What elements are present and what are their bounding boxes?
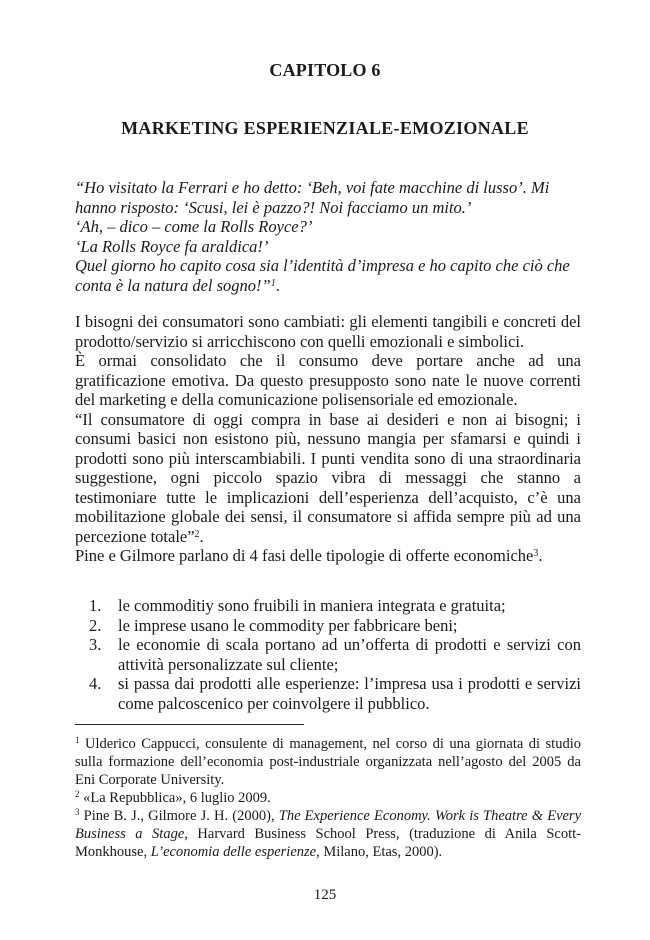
chapter-number: 6 xyxy=(371,60,381,80)
list-number: 4. xyxy=(89,674,102,693)
list-text: le commoditiy sono fruibili in maniera integrata e gratuita; xyxy=(118,596,506,615)
footnote-text: , Milano, Etas, 2000). xyxy=(316,844,443,860)
footnote-ref-3: 3 xyxy=(533,548,539,559)
footnote-text: Ulderico Cappucci, consulente di management, nel corso di una giornata di studio sulla formazione dell’economia post-industriale organizzata nell’agosto del 2005 da Eni Corporate University. xyxy=(75,736,581,788)
list-item xyxy=(75,596,581,616)
page-number: 125 xyxy=(313,887,337,903)
epigraph-period: . xyxy=(275,275,280,295)
paragraph: È ormai consolidato che il consumo deve portare anche ad una gratificazione emotiva. Da questo presupposto sono nate le nuove correnti del marketing e della comunicazione polisensoriale ed emozionale. xyxy=(75,351,581,409)
numbered-list xyxy=(75,596,581,713)
list-item xyxy=(75,635,581,674)
epigraph-line: ‘Ah, – dico – come la Rolls Royce?’ xyxy=(75,217,313,236)
paragraph-intro-text: Pine e Gilmore parlano di 4 fasi delle tipologie di offerte economiche xyxy=(75,546,534,565)
footnote-mark: 2 xyxy=(75,789,80,799)
footnote-text: , Harvard Business School Press, (traduzione di Anila Scott-Monkhouse, xyxy=(75,826,581,860)
footnote-text: «La Repubblica», 6 luglio 2009. xyxy=(83,790,271,806)
footnote-2 xyxy=(75,789,581,807)
body-text xyxy=(75,312,581,566)
list-number: 1. xyxy=(89,596,102,615)
list-number: 3. xyxy=(89,635,102,654)
footnote-text: Pine B. J., Gilmore J. H. (2000), xyxy=(83,808,279,824)
chapter-word: APITOLO xyxy=(282,60,367,80)
epigraph-last-text: Quel giorno ho capito cosa sia l’identità d’impresa e ho capito che ciò che conta è la natura del sogno!” xyxy=(75,256,570,295)
chapter-prefix: C xyxy=(269,60,283,80)
paragraph-period: . xyxy=(538,546,543,565)
epigraph-line: “Ho visitato la Ferrari e ho detto: ‘Beh, voi fate macchine di lusso’. Mi hanno risposto: ‘Scusi, lei è pazzo?! Noi facciamo un mito.’ xyxy=(75,178,550,217)
book-title: The Experience Economy. Work is Theatre & Every Business a Stage xyxy=(75,808,582,842)
epigraph-quote xyxy=(75,178,581,295)
paragraph-quote xyxy=(75,410,581,547)
footnote-3 xyxy=(75,807,581,861)
list-item xyxy=(75,674,581,713)
chapter-title: MARKETING ESPERIENZIALE-EMOZIONALE xyxy=(121,118,529,138)
footnote-mark: 3 xyxy=(75,807,80,817)
list-text: si passa dai prodotti alle esperienze: l’impresa usa i prodotti e servizi come palcoscenico per coinvolgere il pubblico. xyxy=(118,674,581,713)
paragraph-quote-text: “Il consumatore di oggi compra in base ai desideri e non ai bisogni; i consumi basici non esistono più, nessuno mangia per sfamarsi e quindi i prodotti sono più interscambiabili. I punti vendita sono di una straordinaria suggestione, ogni piccolo spazio vibra di messaggi che stanno a testimoniare tutte le implicazioni dell’esperienza dell’acquisto, c’è una mobilitazione globale dei sensi, il consumatore si affida sempre più ad una percezione totale” xyxy=(75,409,581,546)
paragraph: I bisogni dei consumatori sono cambiati: gli elementi tangibili e concreti del prodotto/servizio si arricchiscono con quelli emozionali e simbolici. xyxy=(75,312,581,351)
footnotes xyxy=(75,735,581,861)
book-title-translation: L’economia delle esperienze xyxy=(150,844,317,860)
epigraph-last-line xyxy=(75,256,581,295)
footnote-separator xyxy=(75,724,304,725)
list-item xyxy=(75,616,581,636)
paragraph-period: . xyxy=(199,526,204,546)
footnote-ref-2: 2 xyxy=(194,528,200,540)
footnote-1 xyxy=(75,735,581,789)
list-text: le imprese usano le commodity per fabbricare beni; xyxy=(118,615,458,635)
chapter-heading xyxy=(0,60,650,81)
epigraph-line: ‘La Rolls Royce fa araldica!’ xyxy=(75,236,269,256)
footnote-ref-1: 1 xyxy=(270,277,276,289)
paragraph-intro-list xyxy=(75,546,581,566)
list-text: le economie di scala portano ad un’offerta di prodotti e servizi con attività personalizzate sul cliente; xyxy=(118,635,581,674)
list-number: 2. xyxy=(89,615,102,635)
footnote-mark: 1 xyxy=(75,735,80,745)
